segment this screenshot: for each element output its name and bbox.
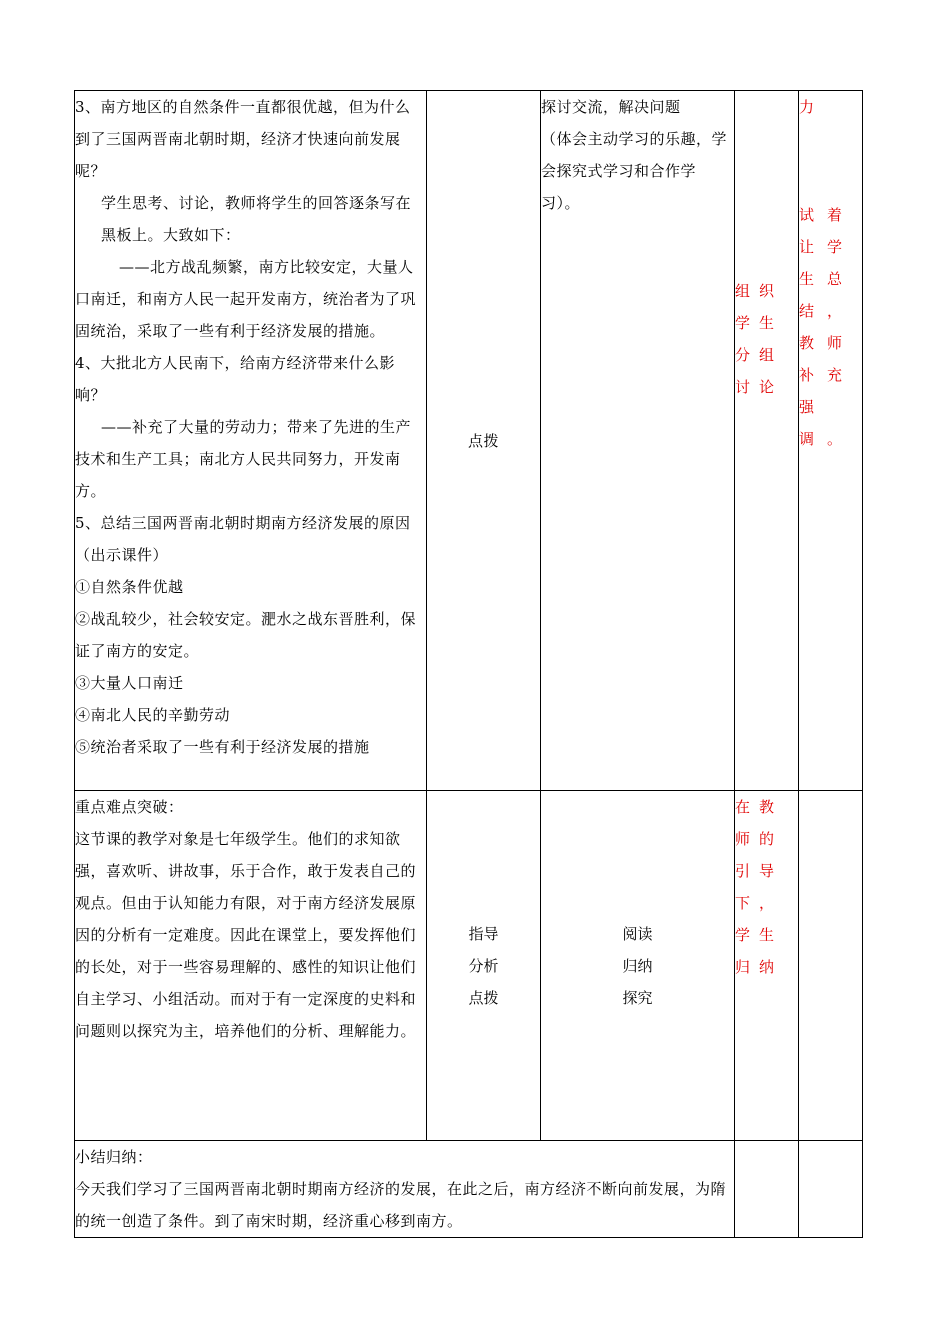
design-intent-cell — [735, 91, 799, 791]
summary-title: 小结归纳： — [75, 1148, 153, 1166]
empty-remarks-cell — [799, 791, 863, 1141]
table-row-key-points — [75, 791, 863, 1141]
question-4: 4、大批北方人民南下，给南方经济带来什么影响？ — [75, 354, 396, 404]
guidance-cell — [735, 791, 799, 1141]
teacher-method-3: 点拨 — [468, 988, 499, 1007]
teacher-method-1: 指导 — [468, 924, 499, 943]
answer-3: ——北方战乱频繁，南方比较安定，大量人口南迁，和南方人民一起开发南方，统治者为了巩固统治，采取了一些有利于经济发展的措施。 — [75, 258, 417, 340]
key-points-title: 重点难点突破： — [75, 798, 184, 816]
reason-5: ⑤统治者采取了一些有利于经济发展的措施 — [75, 738, 370, 756]
question-5: 5、总结三国两晋南北朝时期南方经济发展的原因（出示课件） — [75, 514, 411, 564]
reason-4: ④南北人民的辛勤劳动 — [75, 706, 231, 724]
summary-empty-cell-1 — [735, 1141, 799, 1238]
teaching-content-cell — [75, 91, 427, 791]
summary-empty-cell-2 — [799, 1141, 863, 1238]
student-method-cell — [541, 791, 735, 1141]
lesson-plan-table — [74, 90, 863, 1238]
remarks-text: 试着让学生总结，教师补充强调。 — [799, 206, 856, 448]
question-3: 3、南方地区的自然条件一直都很优越，但为什么到了三国两晋南北朝时期，经济才快速向前发展呢？ — [75, 98, 411, 180]
student-method-2: 归纳 — [622, 956, 653, 975]
key-points-body: 这节课的教学对象是七年级学生。他们的求知欲强，喜欢听、讲故事，乐于合作，敢于发表自己的观点。但由于认知能力有限，对于南方经济发展原因的分析有一定难度。因此在课堂上，要发挥他们的长处，对于一些容易理解的、感性的知识让他们自主学习、小组活动。而对于有一定深度的史料和问题则以探究为主，培养他们的分析、理解能力。 — [75, 830, 417, 1040]
table-row-discussion — [75, 91, 863, 791]
teacher-method-cell — [427, 791, 541, 1141]
teacher-method-2: 分析 — [468, 956, 499, 975]
student-discussion-note: 学生思考、讨论，教师将学生的回答逐条写在黑板上。大致如下： — [101, 194, 412, 244]
teacher-activity-cell — [427, 91, 541, 791]
answer-4: ——补充了大量的劳动力；带来了先进的生产技术和生产工具；南北方人民共同努力，开发南方。 — [75, 418, 412, 500]
guidance-text: 在教师的引导下，学生归纳 — [735, 798, 784, 976]
student-activity-note: （体会主动学习的乐趣，学会探究式学习和合作学习）。 — [541, 130, 728, 212]
key-points-cell — [75, 791, 427, 1141]
student-method-1: 阅读 — [622, 924, 653, 943]
reason-2: ②战乱较少，社会较安定。淝水之战东晋胜利，保证了南方的安定。 — [75, 610, 417, 660]
teacher-activity-text: 点拨 — [467, 431, 499, 450]
student-activity-cell — [541, 91, 735, 791]
summary-body: 今天我们学习了三国两晋南北朝时期南方经济的发展，在此之后，南方经济不断向前发展，为隋的统一创造了条件。到了南宋时期，经济重心移到南方。 — [75, 1180, 727, 1230]
student-activity-title: 探讨交流，解决问题 — [541, 98, 681, 116]
remarks-continued-text: 力 — [799, 98, 828, 116]
table-row-summary — [75, 1141, 863, 1238]
student-method-3: 探究 — [622, 988, 653, 1007]
summary-cell — [75, 1141, 735, 1238]
design-intent-text: 组织学生分组讨论 — [735, 282, 784, 396]
reason-1: ①自然条件优越 — [75, 578, 184, 596]
remarks-cell — [799, 91, 863, 791]
reason-3: ③大量人口南迁 — [75, 674, 184, 692]
